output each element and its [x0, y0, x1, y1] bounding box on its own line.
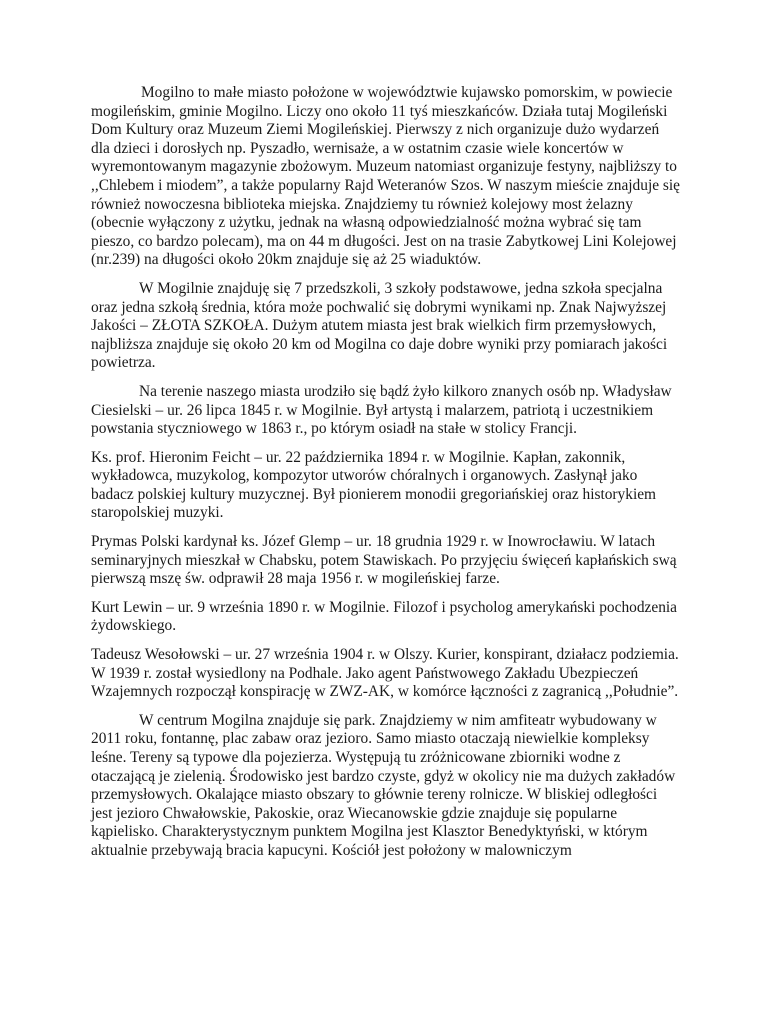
- paragraph-feicht: Ks. prof. Hieronim Feicht – ur. 22 października 1894 r. w Mogilnie. Kapłan, zakonnik, wykładowca, muzykolog, kompozytor utworów chóralnych i organowych. Zasłynął jako badacz polskiej kultury muzycznej. Był pionierem monodii gregoriańskiej oraz historykiem staropolskiej muzyki.: [91, 448, 657, 522]
- paragraph-schools: W Mogilnie znajduję się 7 przedszkoli, 3 szkoły podstawowe, jedna szkoła specjalna oraz jedna szkołą średnia, która może pochwalić się dobrymi wynikami np. Znak Najwyższej Jakości – ZŁOTA SZKOŁA. Dużym atutem miasta jest brak wielkich firm przemysłowych, najbliższa znajduje się około 20 km od Mogilna co daje dobre wyniki przy pomiarach jakości powietrza.: [91, 279, 668, 372]
- paragraph-lewin: Kurt Lewin – ur. 9 września 1890 r. w Mogilnie. Filozof i psycholog amerykański pochodzenia żydowskiego.: [91, 598, 678, 635]
- paragraph-intro: Mogilno to małe miasto położone w województwie kujawsko pomorskim, w powiecie mogileńskim, gminie Mogilno. Liczy ono około 11 tyś mieszkańców. Działa tutaj Mogileński Dom Kultury oraz Muzeum Ziemi Mogileńskiej. Pierwszy z nich organizuje dużo wydarzeń dla dzieci i dorosłych np. Pyszadło, wernisaże, a w ostatnim czasie wiele koncertów w wyremontowanym magazynie zbożowym. Muzeum natomiast organizuje festyny, najbliższy to ,,Chlebem i miodem”, a także popularny Rajd Weteranów Szos. W naszym mieście znajduje się również nowoczesna biblioteka miejska. Znajdziemy tu również kolejowy most żelazny (obecnie wyłączony z użytku, jednak na własną odpowiedzialność można wybrać się tam pieszo, co bardzo polecam), ma on 44 m długości. Jest on na trasie Zabytkowej Lini Kolejowej (nr.239) na długości około 20km znajduje się aż 25 wiaduktów.: [91, 84, 680, 269]
- paragraph-park: W centrum Mogilna znajduje się park. Znajdziemy w nim amfiteatr wybudowany w 2011 roku, fontannę, plac zabaw oraz jezioro. Samo miasto otaczają niewielkie kompleksy leśne. Tereny są typowe dla pojezierza. Występują tu zróżnicowane zbiorniki wodne z otaczającą je zielenią. Środowisko jest bardzo czyste, gdyż w okolicy nie ma dużych zakładów przemysłowych. Okalające miasto obszary to głównie tereny rolnicze. W bliskiej odległości jest jezioro Chwałowskie, Pakoskie, oraz Wiecanowskie gdzie znajduje się popularne kąpielisko. Charakterystycznym punktem Mogilna jest Klasztor Benedyktyński, w którym aktualnie przebywają bracia kapucyni. Kościół jest położony w malowniczym: [91, 711, 676, 859]
- paragraph-glemp: Prymas Polski kardynał ks. Józef Glemp – ur. 18 grudnia 1929 r. w Inowrocławiu. W latach seminaryjnych mieszkał w Chabsku, potem Stawiskach. Po przyjęciu święceń kapłańskich swą pierwszą mszę św. odprawił 28 maja 1956 r. w mogileńskiej farze.: [91, 533, 677, 588]
- paragraph-wesolowski: Tadeusz Wesołowski – ur. 27 września 1904 r. w Olszy. Kurier, konspirant, działacz podziemia. W 1939 r. został wysiedlony na Podhale. Jako agent Państwowego Zakładu Ubezpieczeń Wzajemnych rozpoczął konspirację w ZWZ-AK, w komórce łączności z zagranicą ,,Południe”.: [91, 646, 679, 701]
- paragraph-famous-people: Na terenie naszego miasta urodziło się bądź żyło kilkoro znanych osób np. Władysław Ciesielski – ur. 26 lipca 1845 r. w Mogilnie. Był artystą i malarzem, patriotą i uczestnikiem powstania styczniowego w 1863 r., po którym osiadł na stałe w stolicy Francji.: [91, 382, 672, 438]
- document-page: [91, 84, 681, 871]
